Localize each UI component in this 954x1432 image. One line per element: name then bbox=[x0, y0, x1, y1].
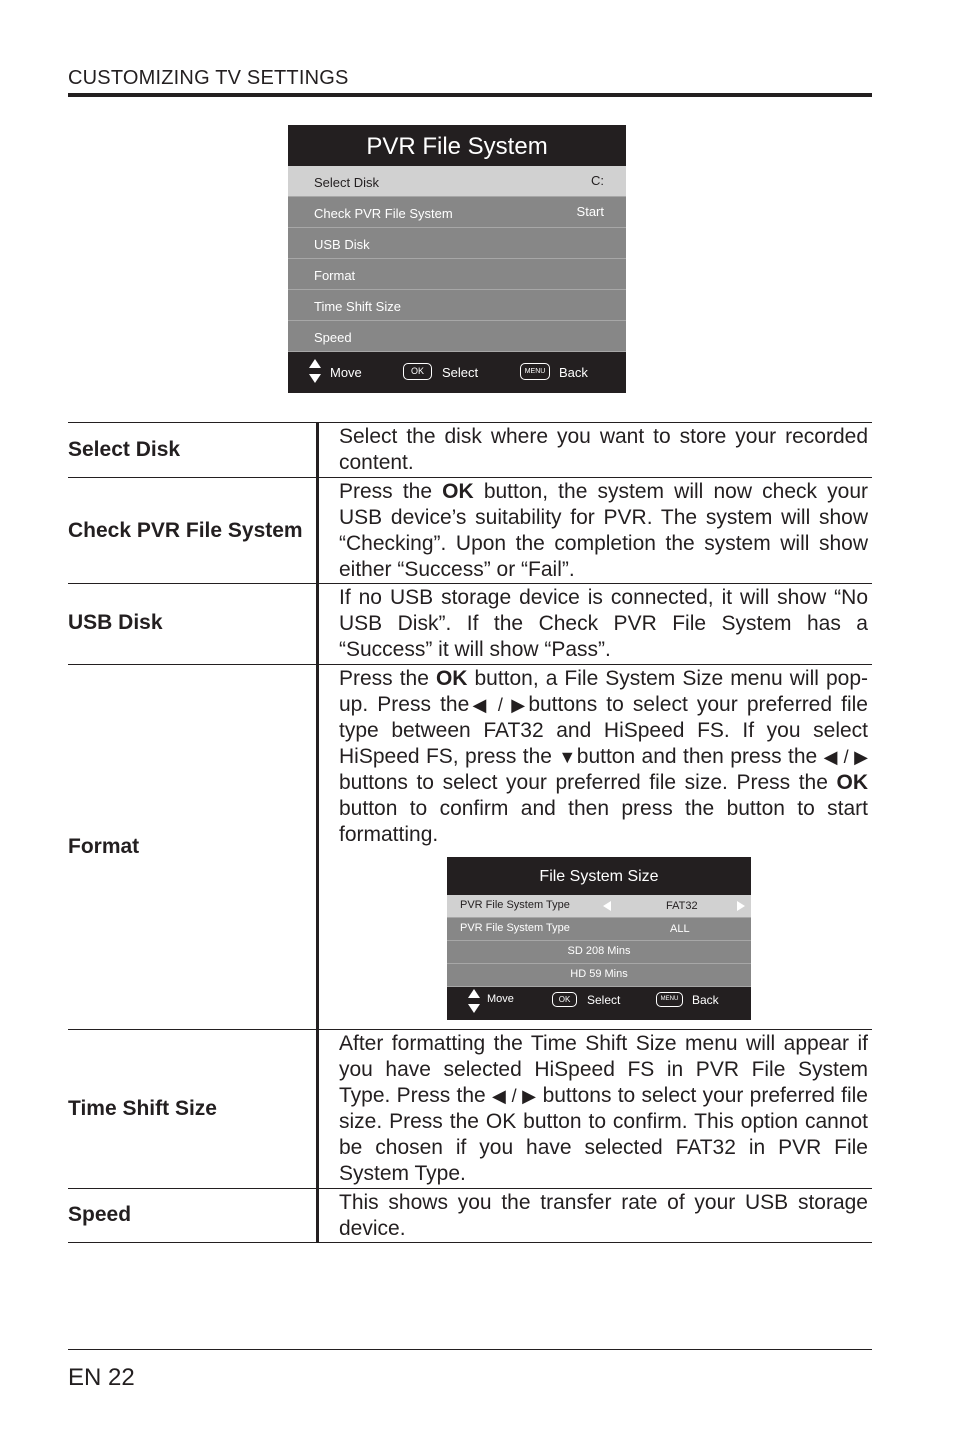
ok-key-icon: OK bbox=[403, 363, 432, 380]
row-label: Speed bbox=[68, 1203, 132, 1226]
menu-item-value: Start bbox=[576, 204, 604, 219]
section-title: CUSTOMIZING TV SETTINGS bbox=[68, 67, 349, 89]
menu-item-file-system-type[interactable] bbox=[447, 918, 751, 941]
left-arrow-icon[interactable] bbox=[603, 901, 611, 911]
menu-item-sd-size[interactable] bbox=[447, 941, 751, 964]
table-row-usb-disk bbox=[68, 583, 872, 664]
row-label: Check PVR File System bbox=[68, 519, 303, 542]
row-description: Press the OK button, a File System Size menu will pop-up. Press the◀ / ▶buttons to select your preferred file type between FAT32 and HiSpeed FS. If you select HiSpeed FS, press the ▼button and then press the ◀ / ▶ buttons to select your preferred file size. Press the OK button to confirm and then press the button to start formatting. bbox=[339, 667, 868, 846]
row-label: Select Disk bbox=[68, 438, 181, 461]
menu-title: File System Size bbox=[539, 868, 659, 885]
table-row-check-pvr-file-system bbox=[68, 477, 872, 583]
table-row-time-shift-size bbox=[68, 1029, 872, 1188]
back-hint: Back bbox=[692, 993, 719, 1007]
header-rule bbox=[68, 93, 872, 97]
menu-item-select-disk[interactable] bbox=[288, 166, 626, 197]
menu-items bbox=[447, 895, 751, 987]
column-divider bbox=[316, 422, 319, 1242]
menu-item-label: Speed bbox=[314, 330, 352, 345]
left-right-arrows-icon: ◀ / ▶ bbox=[491, 1086, 537, 1106]
right-arrow-icon[interactable] bbox=[737, 901, 745, 911]
footer-rule bbox=[68, 1349, 872, 1350]
menu-item-speed[interactable] bbox=[288, 321, 626, 352]
menu-item-usb-disk[interactable] bbox=[288, 228, 626, 259]
select-hint: Select bbox=[442, 365, 479, 380]
pvr-file-system-menu bbox=[288, 125, 626, 393]
row-description: This shows you the transfer rate of your USB storage device. bbox=[339, 1191, 868, 1240]
up-down-arrows-icon bbox=[309, 359, 321, 385]
menu-item-label: Check PVR File System bbox=[314, 206, 453, 221]
row-description: After formatting the Time Shift Size menu will appear if you have selected HiSpeed FS in PVR File System Type. Press the ◀ / ▶ buttons to select your preferred file size. Press the OK button to confirm. This option cannot be chosen if you have selected FAT32 in PVR File System Type. bbox=[339, 1032, 868, 1185]
row-label: USB Disk bbox=[68, 611, 163, 634]
menu-item-time-shift-size[interactable] bbox=[288, 290, 626, 321]
menu-item-label: Time Shift Size bbox=[314, 299, 401, 314]
menu-item-value: SD 208 Mins bbox=[567, 945, 631, 957]
row-description: Select the disk where you want to store your recorded content. bbox=[339, 425, 868, 474]
row-label: Time Shift Size bbox=[68, 1097, 217, 1120]
left-right-arrows-icon: ◀ / ▶ bbox=[469, 695, 529, 715]
menu-items bbox=[288, 166, 626, 352]
menu-item-label: PVR File System Type bbox=[460, 899, 570, 911]
table-row-speed bbox=[68, 1188, 872, 1243]
left-right-arrows-icon: ◀ / ▶ bbox=[823, 747, 868, 767]
menu-item-label: USB Disk bbox=[314, 237, 370, 252]
row-description: Press the OK button, the system will now check your USB device’s suitability for PVR. The system will show “Checking”. Upon the completion the system will show either “Success” or “Fail”. bbox=[339, 480, 868, 581]
page-number: EN 22 bbox=[68, 1364, 135, 1391]
menu-item-value: FAT32 bbox=[666, 900, 698, 912]
menu-item-value: ALL bbox=[670, 923, 690, 935]
menu-item-value: HD 59 Mins bbox=[570, 968, 628, 980]
menu-item-label: Select Disk bbox=[314, 175, 380, 190]
menu-item-file-system-type[interactable] bbox=[447, 895, 751, 918]
menu-footer bbox=[288, 352, 626, 393]
row-label: Format bbox=[68, 835, 140, 858]
down-arrow-icon: ▼ bbox=[558, 747, 577, 767]
row-description: If no USB storage device is connected, it will show “No USB Disk”. If the Check PVR File System has a “Success” it will show “Pass”. bbox=[339, 586, 868, 661]
move-hint: Move bbox=[330, 365, 362, 380]
select-hint: Select bbox=[587, 993, 621, 1007]
up-down-arrows-icon bbox=[468, 989, 480, 1013]
table-row-select-disk bbox=[68, 422, 872, 477]
menu-key-icon: MENU bbox=[656, 992, 683, 1007]
menu-item-label: PVR File System Type bbox=[460, 922, 570, 934]
file-system-size-menu bbox=[447, 857, 751, 1020]
menu-item-value: C: bbox=[591, 173, 604, 188]
menu-title: PVR File System bbox=[366, 133, 548, 160]
back-hint: Back bbox=[559, 365, 588, 380]
ok-key-icon: OK bbox=[552, 992, 577, 1007]
move-hint: Move bbox=[487, 993, 514, 1005]
menu-footer bbox=[447, 981, 751, 1020]
menu-item-label: Format bbox=[314, 268, 356, 283]
menu-key-icon: MENU bbox=[520, 363, 550, 380]
menu-item-check-pvr-file-system[interactable] bbox=[288, 197, 626, 228]
menu-item-format[interactable] bbox=[288, 259, 626, 290]
